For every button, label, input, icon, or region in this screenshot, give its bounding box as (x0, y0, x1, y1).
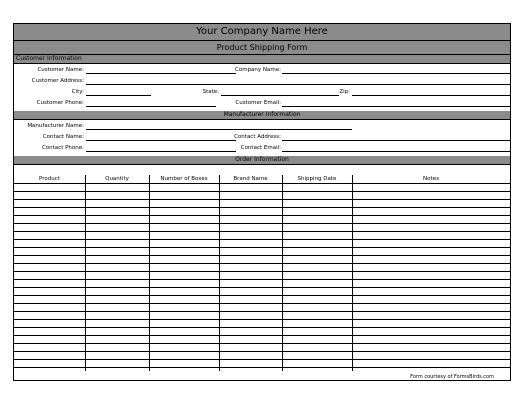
table-row[interactable] (14, 231, 510, 232)
column-divider (219, 175, 220, 371)
customer-email-field[interactable] (282, 106, 510, 107)
table-row[interactable] (14, 199, 510, 200)
table-row[interactable] (14, 327, 510, 328)
contact-phone-label: Contact Phone: (41, 145, 84, 151)
city-field[interactable] (86, 95, 151, 96)
table-row[interactable] (14, 351, 510, 352)
customer-section-heading: Customer Information (14, 55, 510, 64)
customer-email-label: Customer Email: (235, 100, 281, 106)
contact-email-label: Contact Email: (240, 145, 281, 151)
zip-label: Zip: (339, 89, 350, 95)
column-header-product: Product (39, 176, 60, 182)
column-divider (352, 175, 353, 371)
table-row[interactable] (14, 287, 510, 288)
table-row[interactable] (14, 207, 510, 208)
table-row[interactable] (14, 335, 510, 336)
column-header-shipping-date: Shipping Date (297, 176, 337, 182)
column-header-notes: Notes (423, 176, 439, 182)
customer-phone-label: Customer Phone: (36, 100, 84, 106)
table-row[interactable] (14, 319, 510, 320)
state-label: State: (202, 89, 219, 95)
contact-email-field[interactable] (282, 151, 510, 152)
order-table-header (14, 175, 510, 184)
table-row[interactable] (14, 367, 510, 368)
shipping-form (13, 23, 511, 381)
table-row[interactable] (14, 247, 510, 248)
footer-credit: Form courtesy of FormsBirds.com (410, 374, 494, 380)
manufacturer-name-field[interactable] (86, 129, 352, 130)
customer-address-field[interactable] (86, 84, 510, 85)
table-row[interactable] (14, 223, 510, 224)
table-row[interactable] (14, 255, 510, 256)
order-table (14, 175, 510, 382)
table-row[interactable] (14, 263, 510, 264)
contact-address-label: Contact Address: (234, 134, 281, 140)
form-subtitle: Product Shipping Form (14, 41, 510, 55)
city-label: City: (71, 89, 84, 95)
column-header-quantity: Quantity (105, 176, 129, 182)
contact-name-label: Contact Name: (42, 134, 84, 140)
order-section-heading: Order Information (14, 156, 510, 165)
table-row[interactable] (14, 239, 510, 240)
company-name-field[interactable] (282, 73, 510, 74)
zip-field[interactable] (352, 95, 510, 96)
table-row[interactable] (14, 279, 510, 280)
table-row[interactable] (14, 271, 510, 272)
column-header-boxes: Number of Boxes (160, 176, 208, 182)
customer-name-label: Customer Name: (37, 67, 84, 73)
column-divider (282, 175, 283, 371)
form-title: Your Company Name Here (14, 24, 510, 41)
column-divider (85, 175, 86, 371)
table-row[interactable] (14, 215, 510, 216)
column-header-brand: Brand Name (233, 176, 268, 182)
contact-address-field[interactable] (282, 140, 510, 141)
table-row[interactable] (14, 311, 510, 312)
table-row[interactable] (14, 191, 510, 192)
table-row[interactable] (14, 359, 510, 360)
manufacturer-section-heading: Manufacturer Information (14, 111, 510, 120)
table-row[interactable] (14, 303, 510, 304)
company-name-label: Company Name: (235, 67, 281, 73)
column-divider (149, 175, 150, 371)
table-row[interactable] (14, 295, 510, 296)
table-row[interactable] (14, 343, 510, 344)
manufacturer-name-label: Manufacturer Name: (27, 123, 84, 129)
customer-phone-field[interactable] (86, 106, 216, 107)
customer-address-label: Customer Address: (31, 78, 84, 84)
